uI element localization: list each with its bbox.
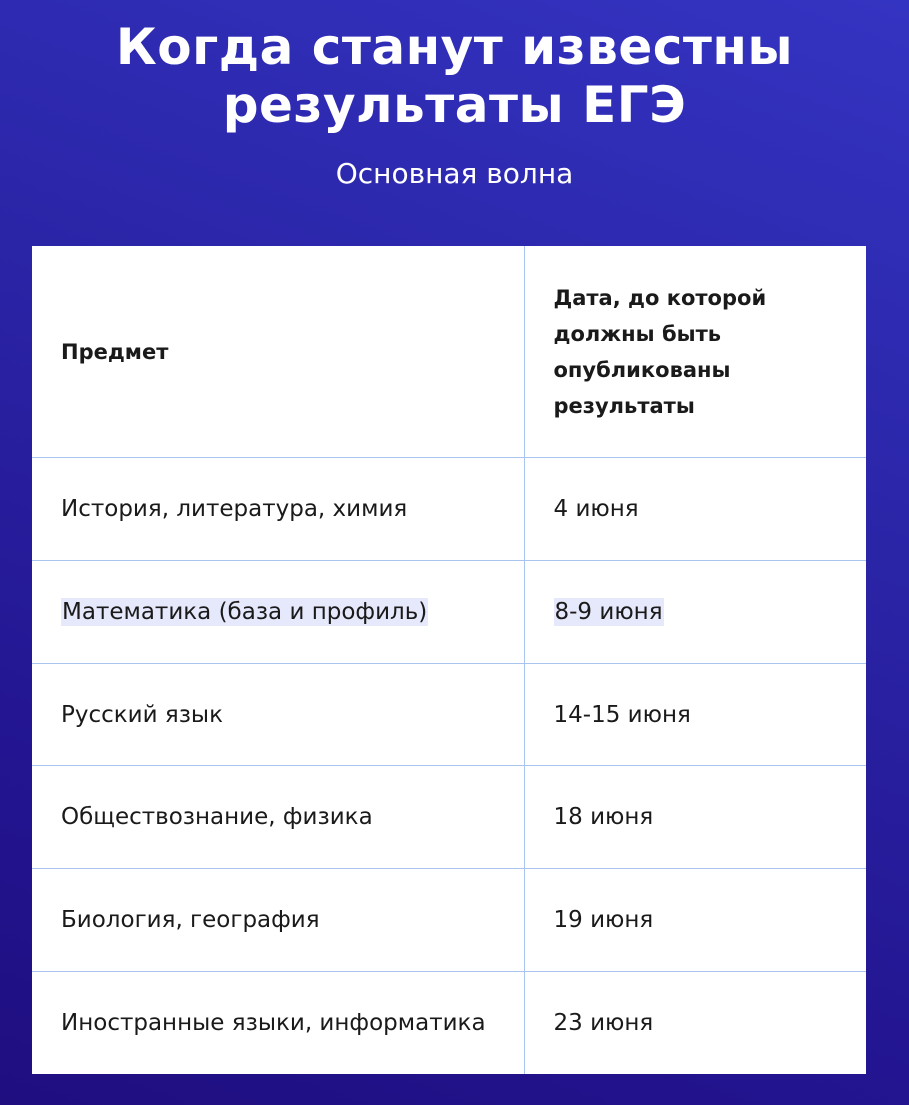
subject-text: Обществознание, физика bbox=[61, 804, 373, 831]
date-cell bbox=[524, 869, 866, 972]
date-text: 18 июня bbox=[553, 804, 654, 831]
date-text-highlighted: 8-9 июня bbox=[554, 598, 663, 625]
date-text: 19 июня bbox=[553, 907, 654, 934]
date-text: 14-15 июня bbox=[553, 701, 691, 728]
header-subject: Предмет bbox=[32, 246, 524, 458]
date-cell bbox=[524, 663, 866, 766]
subject-cell bbox=[32, 972, 524, 1074]
subject-text: Иностранные языки, информатика bbox=[61, 1010, 486, 1037]
subject-cell bbox=[32, 663, 524, 766]
date-cell bbox=[524, 560, 866, 663]
date-text: 23 июня bbox=[553, 1010, 654, 1037]
results-table bbox=[32, 246, 866, 1074]
table-row bbox=[32, 458, 866, 561]
table-row bbox=[32, 766, 866, 869]
date-text: 4 июня bbox=[553, 495, 639, 522]
subject-cell bbox=[32, 766, 524, 869]
table-header-row bbox=[32, 246, 866, 458]
subject-text-highlighted: Математика (база и профиль) bbox=[62, 598, 428, 625]
header-date: Дата, до которой должны быть опубликованы результаты bbox=[524, 246, 866, 458]
table-row bbox=[32, 560, 866, 663]
page-subtitle: Основная волна bbox=[335, 157, 574, 190]
subject-text: Биология, география bbox=[61, 907, 320, 934]
subject-text: Русский язык bbox=[61, 701, 223, 728]
subject-cell bbox=[32, 458, 524, 561]
date-cell bbox=[524, 458, 866, 561]
date-cell bbox=[524, 972, 866, 1074]
title-line-2: результаты ЕГЭ bbox=[222, 76, 687, 134]
subject-cell bbox=[32, 560, 524, 663]
table-row bbox=[32, 869, 866, 972]
results-table-card bbox=[32, 246, 866, 1074]
date-cell bbox=[524, 766, 866, 869]
title-line-1: Когда станут известны bbox=[115, 18, 794, 76]
subject-text: История, литература, химия bbox=[61, 495, 408, 522]
table-row bbox=[32, 972, 866, 1074]
table-row bbox=[32, 663, 866, 766]
page-title bbox=[0, 18, 909, 134]
subject-cell bbox=[32, 869, 524, 972]
